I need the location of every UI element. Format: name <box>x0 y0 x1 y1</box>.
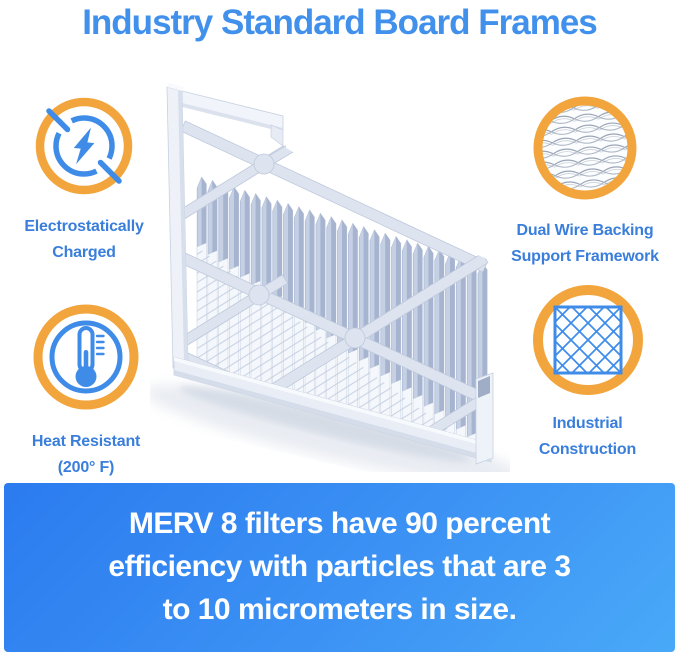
feature-label-line: Electrostatically <box>24 218 144 235</box>
feature-dual-wire-backing <box>500 95 670 270</box>
banner-line: to 10 micrometers in size. <box>162 593 517 626</box>
feature-label-line: Support Framework <box>511 248 659 265</box>
feature-label-line: Heat Resistant <box>31 433 141 450</box>
banner-text <box>4 483 675 631</box>
frame-top-rail <box>170 88 283 146</box>
feature-label-line: (200° F) <box>57 459 115 476</box>
feature-label <box>539 411 636 463</box>
page-title: Industry Standard Board Frames <box>82 3 597 42</box>
feature-label-line: Charged <box>52 244 116 261</box>
banner-line: efficiency with particles that are 3 <box>108 550 571 583</box>
feature-label <box>32 429 140 481</box>
feature-label <box>24 214 143 266</box>
feature-label-line: Dual Wire Backing <box>516 222 654 239</box>
feature-label <box>511 218 659 270</box>
feature-electrostatically-charged <box>4 97 164 266</box>
feature-label-line: Construction <box>538 441 637 458</box>
merv-banner <box>4 483 675 652</box>
diamond-lattice-icon <box>532 284 644 401</box>
air-filter-illustration <box>150 62 510 472</box>
feature-industrial-construction <box>500 284 675 463</box>
banner-line: MERV 8 filters have 90 percent <box>128 507 551 540</box>
lightning-circle-icon <box>35 97 133 200</box>
frame-right-channel <box>476 373 493 464</box>
thermometer-icon <box>32 303 140 416</box>
wire-mesh-icon <box>532 95 638 206</box>
feature-heat-resistant <box>6 303 166 481</box>
feature-label-line: Industrial <box>552 415 623 432</box>
